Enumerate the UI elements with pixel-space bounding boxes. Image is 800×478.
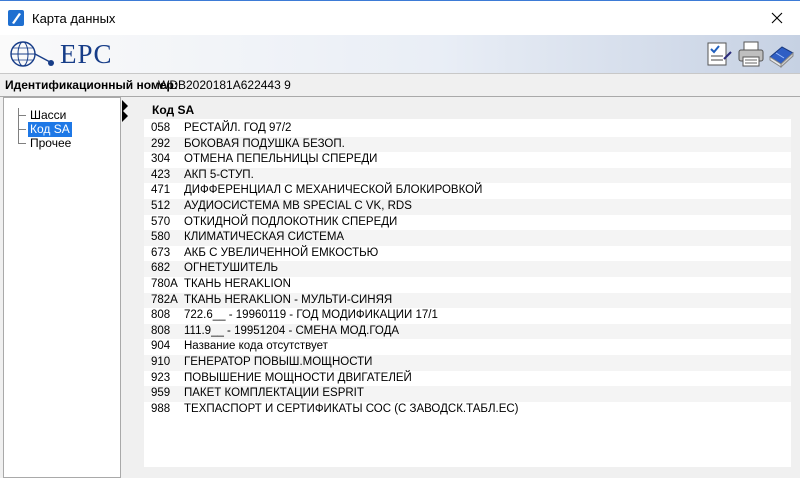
tree-item-other[interactable]: Прочее bbox=[30, 136, 72, 150]
sa-code-cell: 471 bbox=[151, 184, 171, 197]
panel-splitter[interactable] bbox=[121, 97, 141, 478]
table-row[interactable] bbox=[144, 183, 791, 199]
sa-code-cell: 780A bbox=[151, 278, 178, 290]
table-row[interactable] bbox=[144, 324, 791, 340]
id-number-value: WDB2020181A622443 9 bbox=[158, 78, 291, 92]
sa-description-cell: ОГНЕТУШИТЕЛЬ bbox=[184, 262, 279, 275]
table-row[interactable] bbox=[144, 402, 791, 418]
epc-logo-text: EPC bbox=[60, 39, 113, 69]
table-row[interactable] bbox=[144, 230, 791, 246]
table-row[interactable] bbox=[144, 199, 791, 215]
sa-code-cell: 673 bbox=[151, 246, 171, 259]
tree-item-chassis[interactable]: Шасси bbox=[30, 108, 67, 122]
sa-code-cell: 808 bbox=[151, 309, 171, 322]
sa-description-cell: ПАКЕТ КОМПЛЕКТАЦИИ ESPRIT bbox=[184, 387, 364, 400]
table-row[interactable] bbox=[144, 168, 791, 184]
checklist-button[interactable] bbox=[704, 39, 734, 69]
tree-item-sa-code[interactable]: Код SA bbox=[30, 122, 70, 136]
sa-description-cell: ПОВЫШЕНИЕ МОЩНОСТИ ДВИГАТЕЛЕЙ bbox=[184, 371, 412, 384]
app-icon bbox=[8, 10, 24, 26]
id-number-label: Идентификационный номер: bbox=[5, 78, 178, 92]
sa-code-cell: 058 bbox=[151, 122, 171, 134]
identification-bar bbox=[0, 74, 800, 97]
sa-code-cell: 923 bbox=[151, 371, 171, 384]
sa-description-cell: РЕСТАЙЛ. ГОД 97/2 bbox=[184, 122, 292, 134]
table-row[interactable] bbox=[144, 339, 791, 355]
window-title: Карта данных bbox=[32, 11, 116, 26]
table-row[interactable] bbox=[144, 293, 791, 309]
table-row[interactable] bbox=[144, 246, 791, 262]
tree-connector bbox=[18, 143, 26, 144]
checklist-icon bbox=[704, 39, 734, 69]
sa-code-cell: 988 bbox=[151, 402, 171, 415]
sa-description-cell: 111.9__ - 19951204 - СМЕНА МОД.ГОДА bbox=[184, 324, 400, 337]
sa-code-cell: 512 bbox=[151, 200, 171, 212]
sa-description-cell: КЛИМАТИЧЕСКАЯ СИСТЕМА bbox=[184, 231, 345, 244]
sa-code-cell: 910 bbox=[151, 356, 171, 368]
table-row[interactable] bbox=[144, 308, 791, 324]
sa-description-cell: ТЕХПАСПОРТ И СЕРТИФИКАТЫ СОС (С ЗАВОДСК.ТАБЛ.ЕС) bbox=[184, 402, 519, 415]
book-icon bbox=[766, 39, 796, 69]
sa-code-cell: 304 bbox=[151, 153, 171, 166]
sa-description-cell: ГЕНЕРАТОР ПОВЫШ.МОЩНОСТИ bbox=[184, 356, 373, 368]
tree-connector bbox=[18, 115, 26, 116]
sa-code-cell: 904 bbox=[151, 340, 171, 353]
catalog-button[interactable] bbox=[766, 39, 796, 69]
sa-description-cell: ТКАНЬ HERAKLION - МУЛЬТИ-СИНЯЯ bbox=[184, 293, 393, 306]
title-bar bbox=[0, 0, 800, 35]
collapse-arrow-icon[interactable] bbox=[122, 110, 128, 122]
globe-logo-icon bbox=[8, 38, 56, 70]
sa-description-cell: БОКОВАЯ ПОДУШКА БЕЗОП. bbox=[184, 137, 345, 150]
sa-description-cell: ОТКИДНОЙ ПОДЛОКОТНИК СПЕРЕДИ bbox=[184, 215, 398, 228]
print-button[interactable] bbox=[736, 39, 766, 69]
navigation-tree bbox=[3, 97, 121, 478]
sa-code-list bbox=[144, 119, 791, 467]
table-row[interactable] bbox=[144, 261, 791, 277]
sa-description-cell: Название кода отсутствует bbox=[184, 340, 328, 353]
sa-code-panel bbox=[141, 97, 800, 478]
sa-description-cell: ДИФФЕРЕНЦИАЛ С МЕХАНИЧЕСКОЙ БЛОКИРОВКОЙ bbox=[184, 184, 483, 197]
sa-code-cell: 959 bbox=[151, 387, 171, 400]
table-row[interactable] bbox=[144, 137, 791, 153]
table-row[interactable] bbox=[144, 371, 791, 387]
sa-code-cell: 580 bbox=[151, 231, 171, 244]
table-row[interactable] bbox=[144, 355, 791, 371]
sa-description-cell: АКП 5-СТУП. bbox=[184, 168, 254, 181]
sa-code-cell: 423 bbox=[151, 168, 171, 181]
sa-code-cell: 808 bbox=[151, 324, 171, 337]
sa-code-cell: 292 bbox=[151, 137, 171, 150]
table-row[interactable] bbox=[144, 121, 791, 137]
sa-description-cell: ТКАНЬ HERAKLION bbox=[184, 278, 291, 290]
sa-code-cell: 782A bbox=[151, 293, 178, 306]
header-banner bbox=[0, 35, 800, 74]
tree-connector bbox=[18, 108, 19, 144]
table-row[interactable] bbox=[144, 215, 791, 231]
column-header-sa-code: Код SA bbox=[152, 103, 195, 117]
sa-description-cell: 722.6__ - 19960119 - ГОД МОДИФИКАЦИИ 17/1 bbox=[184, 309, 438, 322]
sa-code-cell: 682 bbox=[151, 262, 171, 275]
close-icon bbox=[771, 12, 783, 24]
table-row[interactable] bbox=[144, 386, 791, 402]
table-row[interactable] bbox=[144, 277, 791, 293]
close-button[interactable] bbox=[754, 1, 800, 35]
sa-description-cell: АУДИОСИСТЕМА MB SPECIAL С VK, RDS bbox=[184, 200, 412, 212]
sa-description-cell: АКБ С УВЕЛИЧЕННОЙ ЕМКОСТЬЮ bbox=[184, 246, 379, 259]
table-row[interactable] bbox=[144, 152, 791, 168]
tree-connector bbox=[18, 129, 26, 130]
sa-description-cell: ОТМЕНА ПЕПЕЛЬНИЦЫ СПЕРЕДИ bbox=[184, 153, 378, 166]
printer-icon bbox=[736, 39, 766, 69]
sa-code-cell: 570 bbox=[151, 215, 171, 228]
